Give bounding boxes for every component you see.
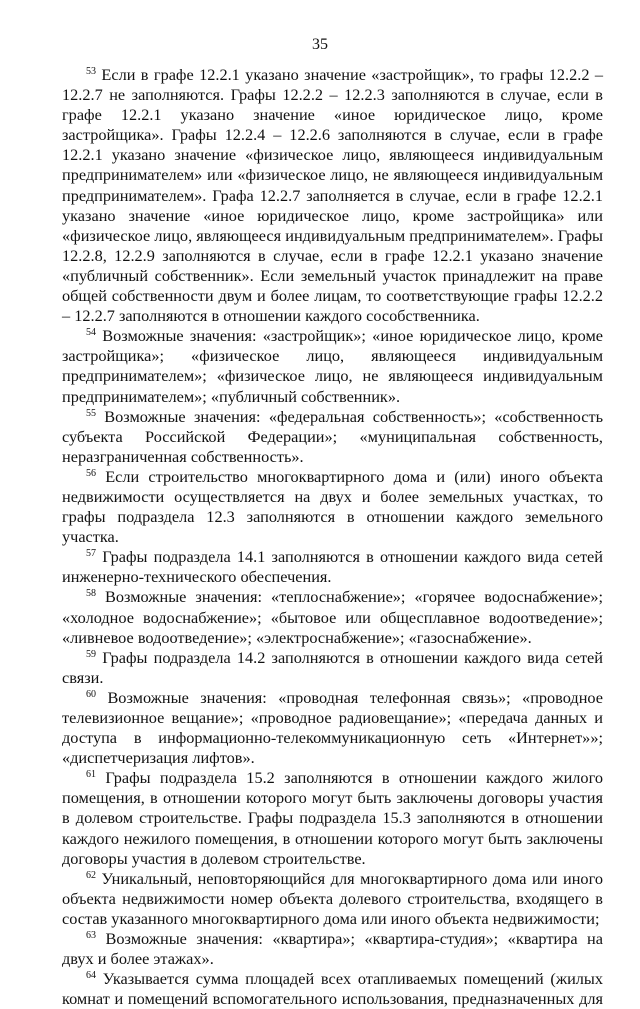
footnote-marker: 56	[86, 467, 96, 479]
footnote-55	[62, 407, 603, 467]
footnote-56	[62, 467, 603, 547]
footnotes-section	[62, 65, 603, 1009]
footnote-marker: 59	[86, 648, 96, 660]
footnote-marker: 58	[86, 588, 96, 600]
footnote-marker: 53	[86, 66, 96, 77]
footnote-59	[62, 648, 603, 688]
footnote-text: Уникальный, неповторяющийся для многоквартирного дома или иного объекта недвижимости номер объекта долевого строительства, входящего в состав указанного многоквартирного дома или иного объекта недвижимости;	[62, 868, 603, 928]
footnote-marker: 64	[86, 970, 96, 982]
footnote-54	[62, 326, 603, 406]
footnote-text: Если в графе 12.2.1 указано значение «застройщик», то графы 12.2.2 – 12.2.7 не заполняются. Графы 12.2.2 – 12.2.3 заполняются в случае, если в графе 12.2.1 указано значение «иное юридическое лицо, кроме застройщика». Графы 12.2.4 – 12.2.6 заполняются в случае, если в графе 12.2.1 указано значение «физическое лицо, являющееся индивидуальным предпринимателем» или «физическое лицо, не являющееся индивидуальным предпринимателем». Графа 12.2.7 заполняется в случае, если в графе 12.2.1 указано значение «иное юридическое лицо, кроме застройщика» или «физическое лицо, являющееся индивидуальным предпринимателем». Графы 12.2.8, 12.2.9 заполняются в случае, если в графе 12.2.1 указано значение «публичный собственник». Если земельный участок принадлежит на праве общей собственности двум и более лицам, то соответствующие графы 12.2.2 – 12.2.7 заполняются в отношении каждого сособственника.	[62, 65, 604, 326]
footnote-text: Возможные значения: «проводная телефонная связь»; «проводное телевизионное вещание»; «проводное радиовещание»; «передача данных и доступа в информационно-телекоммуникационную сеть «Интернет»»; «диспетчеризация лифтов».	[62, 687, 603, 768]
footnote-58	[62, 587, 603, 647]
footnote-marker: 55	[86, 407, 96, 419]
footnote-text: Возможные значения: «застройщик»; «иное юридическое лицо, кроме застройщика»; «физическое лицо, являющееся индивидуальным предпринимателем»; «физическое лицо, не являющееся индивидуальным предпринимателем»; «публичный собственник».	[62, 326, 604, 406]
footnote-text: Возможные значения: «квартира»; «квартира-студия»; «квартира на двух и более этажах».	[62, 929, 603, 969]
page-number: 35	[312, 36, 328, 53]
footnote-63	[62, 929, 603, 969]
footnote-64	[62, 969, 603, 1009]
footnote-text: Возможные значения: «теплоснабжение»; «горячее водоснабжение»; «холодное водоснабжение»; «бытовое или общесплавное водоотведение»; «ливневое водоотведение»; «электроснабжение»; «газоснабжение».	[62, 587, 603, 647]
footnote-text: Графы подраздела 15.2 заполняются в отношении каждого жилого помещения, в отношении которого могут быть заключены договоры участия в долевом строительстве. Графы подраздела 15.3 заполняются в отношении каждого нежилого помещения, в отношении которого могут быть заключены договоры участия в долевом строительстве.	[62, 768, 603, 868]
footnote-text: Возможные значения: «федеральная собственность»; «собственность субъекта Российской Федерации»; «муниципальная собственность, неразграниченная собственность».	[62, 406, 603, 466]
footnote-text: Указывается сумма площадей всех отапливаемых помещений (жилых комнат и помещений вспомогательного использования, предназначенных для	[62, 969, 603, 1009]
footnote-57	[62, 547, 603, 587]
footnote-marker: 62	[86, 869, 96, 881]
footnote-marker: 61	[86, 769, 96, 781]
footnote-60	[62, 688, 603, 768]
footnote-marker: 54	[86, 327, 96, 339]
footnote-53	[62, 65, 603, 326]
footnote-62	[62, 869, 603, 929]
footnote-marker: 57	[86, 548, 96, 560]
footnote-61	[62, 768, 603, 868]
footnote-marker: 60	[86, 688, 96, 700]
footnote-text: Графы подраздела 14.2 заполняются в отношении каждого вида сетей связи.	[62, 647, 603, 687]
footnote-text: Графы подраздела 14.1 заполняются в отношении каждого вида сетей инженерно-технического обеспечения.	[62, 547, 603, 587]
footnote-text: Если строительство многоквартирного дома и (или) иного объекта недвижимости осуществляется на двух и более земельных участках, то графы подраздела 12.3 заполняются в отношении каждого земельного участка.	[62, 466, 603, 547]
footnote-marker: 63	[86, 930, 96, 942]
